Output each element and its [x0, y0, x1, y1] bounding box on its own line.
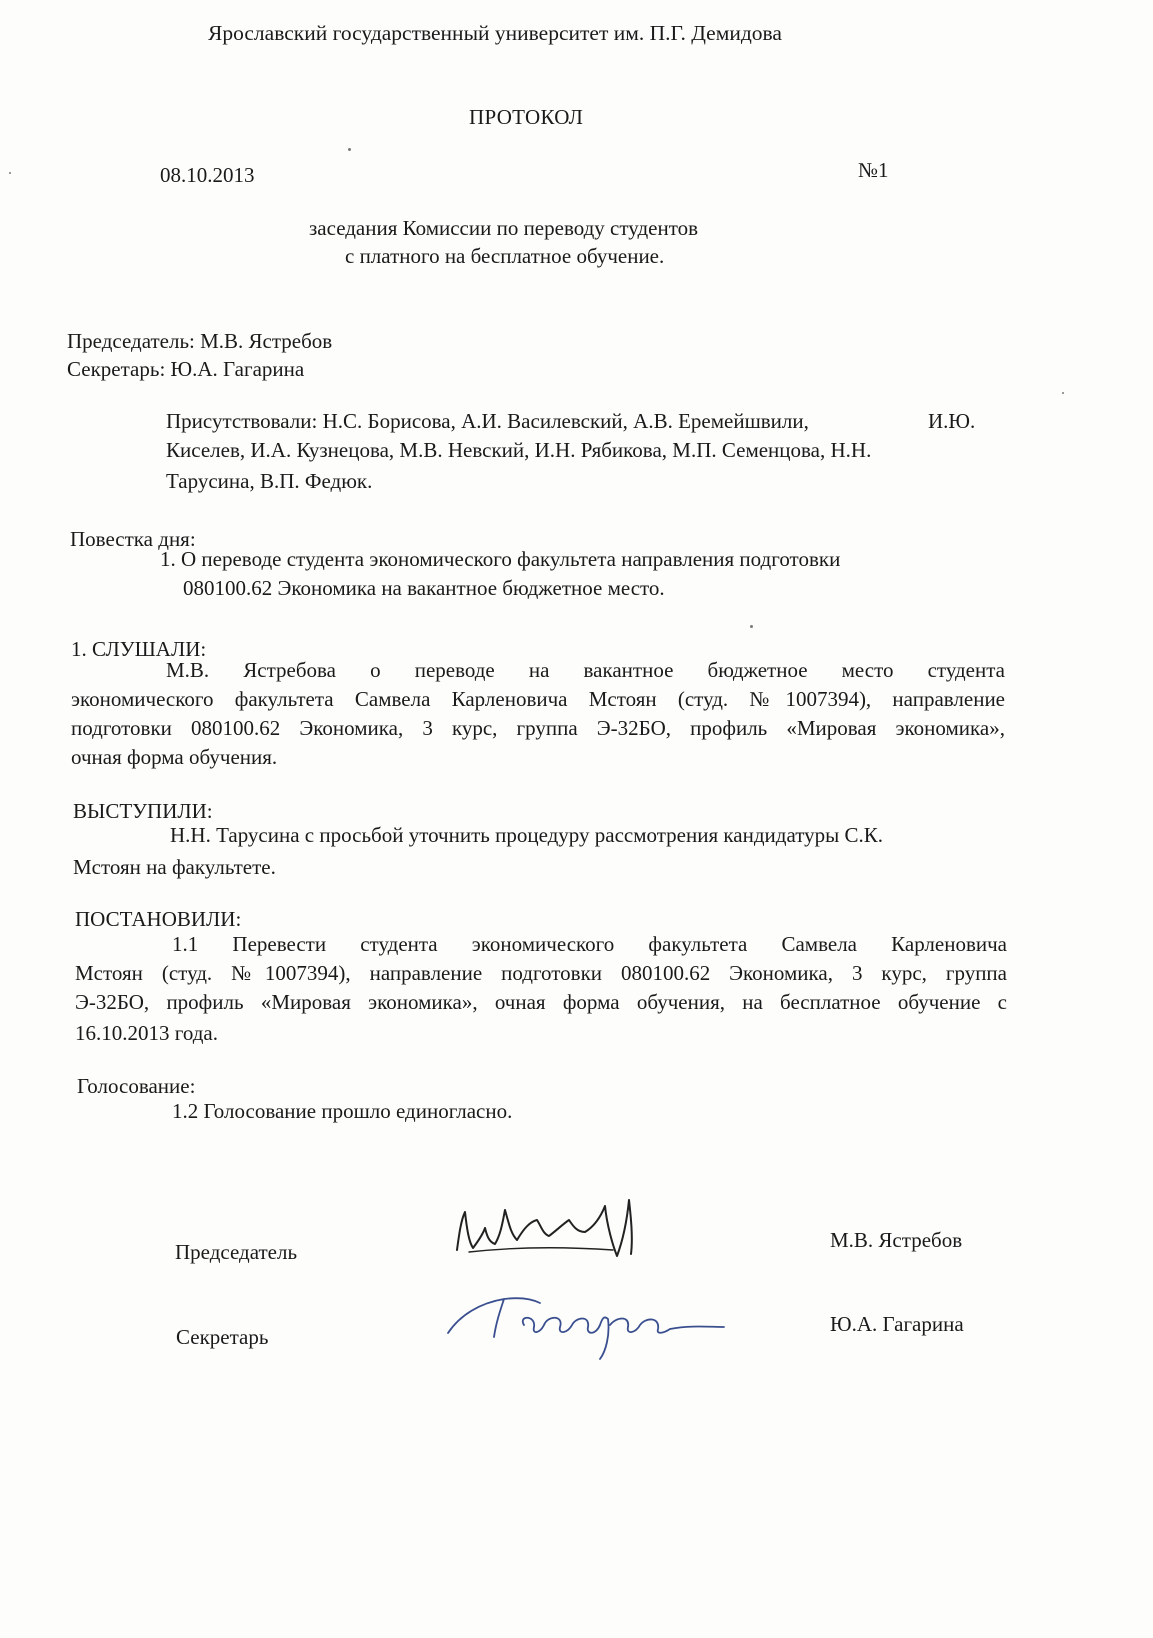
agenda-item-line-2: 080100.62 Экономика на вакантное бюджетное место.	[183, 576, 665, 600]
scan-speck	[9, 172, 11, 174]
attendees-line-1: Присутствовали: Н.С. Борисова, А.И. Василевский, А.В. Еремейшвили,	[166, 409, 809, 433]
chairman-signature-name: М.В. Ястребов	[830, 1228, 963, 1252]
attendees-line-2: Киселев, И.А. Кузнецова, М.В. Невский, И.Н. Рябикова, М.П. Семенцова, Н.Н.	[166, 438, 872, 462]
voting-heading: Голосование:	[77, 1074, 196, 1098]
heard-line-3: подготовки 080100.62 Экономика, 3 курс, группа Э-32БО, профиль «Мировая экономика»,	[71, 716, 1005, 740]
scan-speck	[750, 625, 753, 628]
voting-line-1: 1.2 Голосование прошло единогласно.	[172, 1099, 513, 1123]
document-title: ПРОТОКОЛ	[469, 105, 584, 129]
secretary-line: Секретарь: Ю.А. Гагарина	[67, 357, 305, 381]
document-subject-line-2: с платного на бесплатное обучение.	[345, 244, 665, 268]
document-number: №1	[858, 158, 889, 182]
resolved-heading: ПОСТАНОВИЛИ:	[75, 907, 242, 931]
chairman-line: Председатель: М.В. Ястребов	[67, 329, 333, 353]
heard-line-4: очная форма обучения.	[71, 745, 278, 769]
spoke-heading: ВЫСТУПИЛИ:	[73, 799, 213, 823]
secretary-handwritten-signature	[440, 1285, 730, 1365]
attendees-line-3: Тарусина, В.П. Федюк.	[166, 469, 373, 493]
spoke-line-2: Мстоян на факультете.	[73, 855, 276, 879]
university-header: Ярославский государственный университет им. П.Г. Демидова	[208, 21, 782, 45]
heard-heading: 1. СЛУШАЛИ:	[71, 637, 207, 661]
agenda-heading: Повестка дня:	[70, 527, 196, 551]
document-date: 08.10.2013	[160, 163, 255, 187]
spoke-line-1: Н.Н. Тарусина с просьбой уточнить процедуру рассмотрения кандидатуры С.К.	[170, 823, 883, 847]
document-subject-line-1: заседания Комиссии по переводу студентов	[309, 216, 699, 240]
chairman-handwritten-signature	[445, 1190, 645, 1275]
chairman-signature-title: Председатель	[175, 1240, 298, 1264]
secretary-signature-title: Секретарь	[176, 1325, 269, 1349]
resolved-line-1: 1.1 Перевести студента экономического факультета Самвела Карленовича	[172, 932, 1007, 956]
scan-speck	[1062, 392, 1064, 394]
resolved-line-4: 16.10.2013 года.	[75, 1021, 218, 1045]
heard-line-2: экономического факультета Самвела Карленовича Мстоян (студ. №1007394), направление	[71, 687, 1005, 711]
attendees-line-1-end: И.Ю.	[928, 409, 976, 433]
secretary-signature-name: Ю.А. Гагарина	[830, 1312, 964, 1336]
scan-speck	[348, 148, 351, 151]
heard-line-1: М.В. Ястребова о переводе на вакантное бюджетное место студента	[166, 658, 1005, 682]
resolved-line-3: Э-32БО, профиль «Мировая экономика», очная форма обучения, на бесплатное обучение с	[75, 990, 1007, 1014]
agenda-item-line-1: 1. О переводе студента экономического факультета направления подготовки	[160, 547, 841, 571]
resolved-line-2: Мстоян (студ. №1007394), направление подготовки 080100.62 Экономика, 3 курс, группа	[75, 961, 1007, 985]
